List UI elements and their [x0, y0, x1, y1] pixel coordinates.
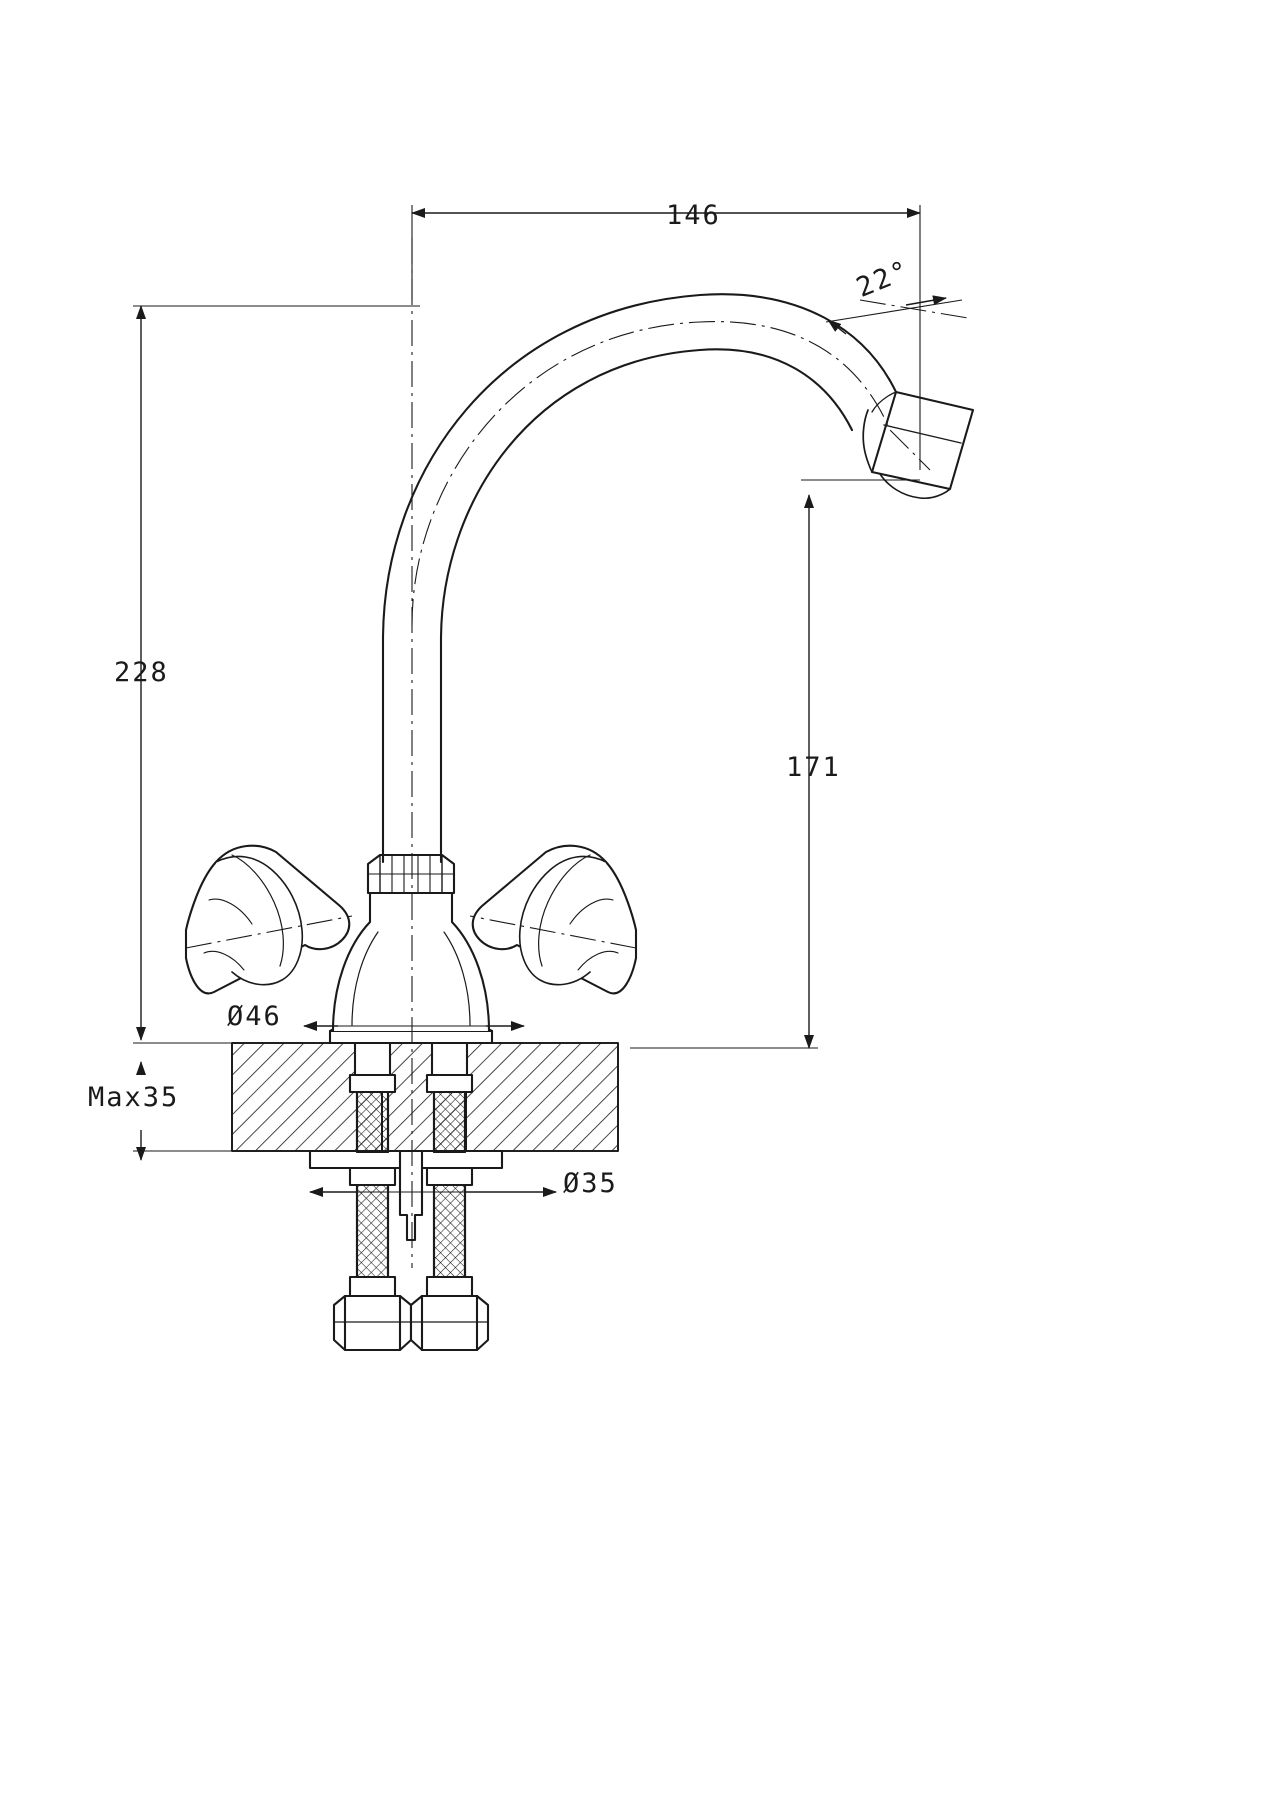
dimension-label-max35: Max35 [88, 1082, 180, 1113]
angle-reference-line [860, 300, 968, 318]
dimension-label-146: 146 [666, 200, 721, 231]
dimension-label-angle: 22° [852, 254, 915, 304]
dim-22-ext [826, 300, 962, 322]
tap-body [330, 855, 492, 1043]
right-handle [473, 846, 636, 994]
mounting-deck [232, 1043, 618, 1151]
dimension-label-171: 171 [786, 752, 841, 783]
left-handle [186, 846, 349, 994]
dimension-label-d46: Ø46 [227, 1001, 282, 1032]
dimension-label-d35: Ø35 [563, 1168, 618, 1199]
dimension-label-228: 228 [114, 657, 169, 688]
spout [383, 294, 973, 862]
dim-22-arrow2 [828, 320, 846, 334]
center-stem [400, 1151, 422, 1240]
